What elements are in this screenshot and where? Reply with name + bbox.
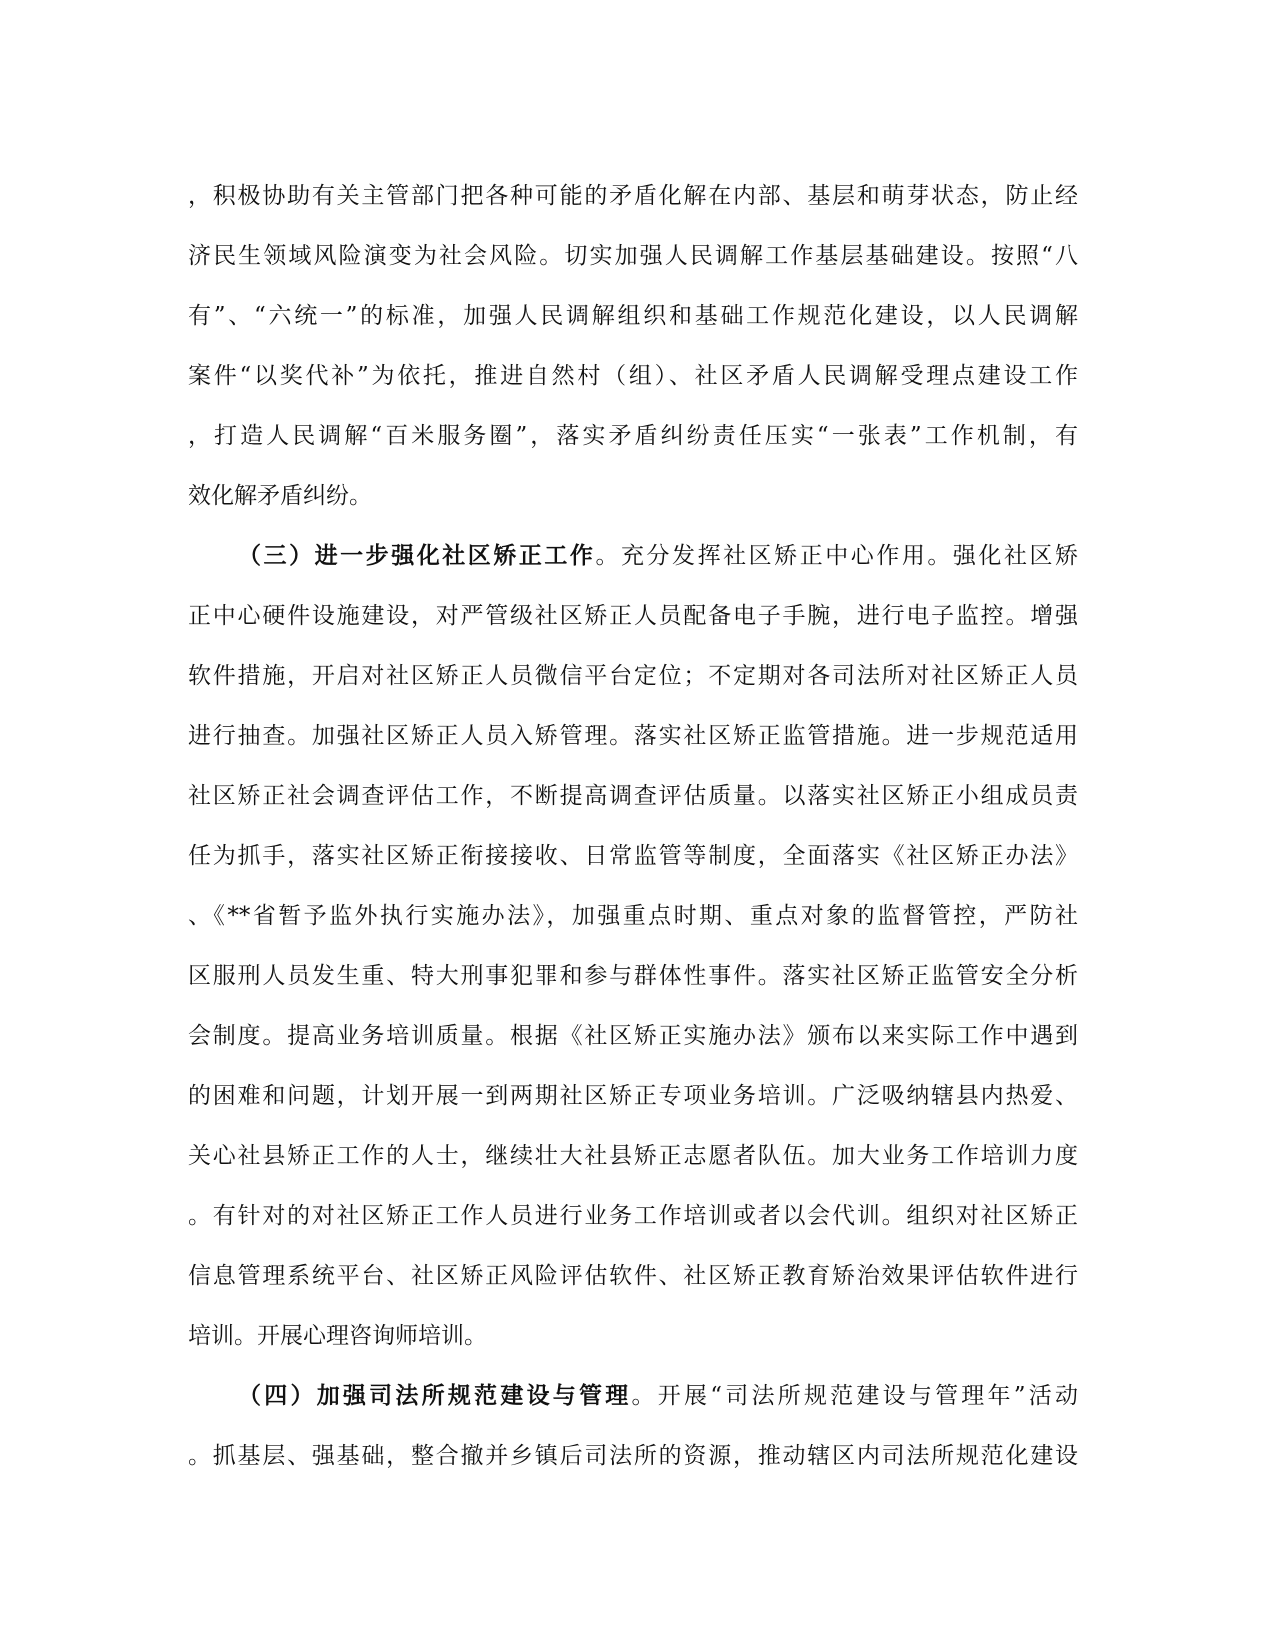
- paragraph-2-line-11: 关心社县矫正工作的人士，继续壮大社县矫正志愿者队伍。加大业务工作培训力度: [188, 1143, 1078, 1169]
- paragraph-1-line-1: ，积极协助有关主管部门把各种可能的矛盾化解在内部、基层和萌芽状态，防止经: [188, 183, 1078, 209]
- paragraph-1-line-6: 效化解矛盾纠纷。: [188, 483, 372, 509]
- paragraph-2-line-6: 任为抓手，落实社区矫正衔接接收、日常监管等制度，全面落实《社区矫正办法》: [188, 843, 1078, 869]
- paragraph-1-line-2: 济民生领域风险演变为社会风险。切实加强人民调解工作基层基础建设。按照“八: [188, 243, 1078, 269]
- paragraph-2-line-13: 信息管理系统平台、社区矫正风险评估软件、社区矫正教育矫治效果评估软件进行: [188, 1263, 1078, 1289]
- paragraph-2-line-12: 。有针对的对社区矫正工作人员进行业务工作培训或者以会代训。组织对社区矫正: [188, 1203, 1078, 1229]
- paragraph-2-first-line-text: 。充分发挥社区矫正中心作用。强化社区矫: [595, 543, 1078, 569]
- document-body: [188, 166, 1078, 1486]
- paragraph-2-line-1: [188, 526, 1078, 586]
- paragraph-3-line-1: [188, 1366, 1078, 1426]
- section-heading-4: （四）加强司法所规范建设与管理: [238, 1382, 632, 1409]
- paragraph-2-line-8: 区服刑人员发生重、特大刑事犯罪和参与群体性事件。落实社区矫正监管安全分析: [188, 963, 1078, 989]
- paragraph-2-line-5: 社区矫正社会调查评估工作，不断提高调查评估质量。以落实社区矫正小组成员责: [188, 783, 1078, 809]
- paragraph-2-line-2: 正中心硬件设施建设，对严管级社区矫正人员配备电子手腕，进行电子监控。增强: [188, 603, 1078, 629]
- paragraph-3-line-2: 。抓基层、强基础，整合撤并乡镇后司法所的资源，推动辖区内司法所规范化建设: [188, 1443, 1078, 1469]
- paragraph-2-line-7: 、《**省暂予监外执行实施办法》，加强重点时期、重点对象的监督管控，严防社: [188, 903, 1078, 929]
- paragraph-2-line-10: 的困难和问题，计划开展一到两期社区矫正专项业务培训。广泛吸纳辖县内热爱、: [188, 1083, 1078, 1109]
- paragraph-1-line-5: ，打造人民调解“百米服务圈”，落实矛盾纠纷责任压实“一张表”工作机制，有: [188, 423, 1078, 449]
- paragraph-3-first-line-text: 。开展“司法所规范建设与管理年”活动: [631, 1383, 1078, 1409]
- paragraph-2-line-3: 软件措施，开启对社区矫正人员微信平台定位；不定期对各司法所对社区矫正人员: [188, 663, 1078, 689]
- paragraph-2-line-9: 会制度。提高业务培训质量。根据《社区矫正实施办法》颁布以来实际工作中遇到: [188, 1023, 1078, 1049]
- paragraph-1-line-3: 有”、“六统一”的标准，加强人民调解组织和基础工作规范化建设，以人民调解: [188, 303, 1078, 329]
- paragraph-2-line-4: 进行抽查。加强社区矫正人员入矫管理。落实社区矫正监管措施。进一步规范适用: [188, 723, 1078, 749]
- paragraph-1-line-4: 案件“以奖代补”为依托，推进自然村（组）、社区矛盾人民调解受理点建设工作: [188, 363, 1078, 389]
- section-heading-3: （三）进一步强化社区矫正工作: [238, 542, 596, 569]
- paragraph-2-line-14: 培训。开展心理咨询师培训。: [188, 1323, 487, 1349]
